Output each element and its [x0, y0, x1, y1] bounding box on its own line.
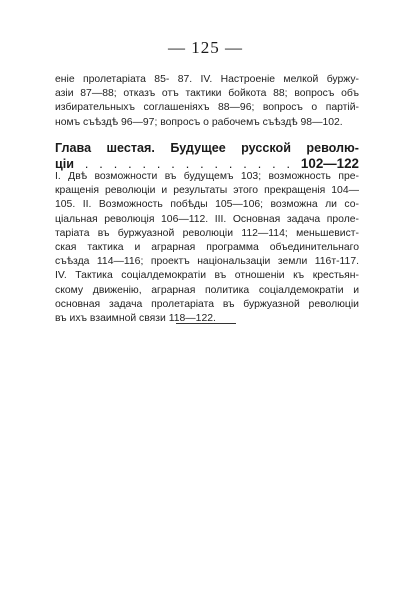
- text-line: 105. II. Возможность побѣды 105—106; возможна ли со-: [55, 199, 359, 211]
- chapter-title-end: ціи: [55, 157, 74, 171]
- page-number: — 125 —: [168, 38, 243, 57]
- text-line: I. Двѣ возможности въ будущемъ 103; возможность пре-: [55, 171, 359, 182]
- text-line: ская тактика и аграрная программа объединительнаго: [55, 242, 359, 254]
- text-line: съѣзда 114—116; проектъ національзаціи земли 116т-117.: [55, 256, 359, 268]
- text-line: таріата въ буржуазной революціи 112—114; меньшевист-: [55, 227, 359, 239]
- text-line: номъ съѣздѣ 96—97; вопросъ о рабочемъ съѣздѣ 98—102.: [55, 116, 343, 128]
- leader-dots: . . . . . . . . . . . . . . .: [84, 157, 291, 171]
- text-line: избирательныхъ соглашеніяхъ 88—96; вопросъ о партій-: [55, 102, 359, 114]
- text-line: основная задача пролетаріата въ буржуазной революціи: [55, 298, 359, 310]
- text-line: скому движенію, аграрная политика соціалдемократіи и: [55, 284, 359, 296]
- chapter-title: Глава шестая. Будущее русской револю-: [55, 141, 359, 155]
- text-line: въ ихъ взаимной связи 118—122.: [55, 313, 216, 325]
- chapter-heading: [55, 140, 359, 172]
- text-line: IV. Тактика соціалдемократіи въ отношеніи къ крестьян-: [55, 270, 359, 282]
- section-divider: [176, 323, 236, 324]
- text-line: еніе пролетаріата 85- 87. IV. Настроеніе мелкой буржу-: [55, 74, 359, 85]
- chapter-summary: [55, 170, 359, 326]
- text-line: ціальная революція 106—112. III. Основная задача проле-: [55, 213, 359, 225]
- text-line: кращенія революціи и результаты этого прекращенія 104—: [55, 185, 359, 197]
- chapter-pages: 102—122: [300, 156, 359, 171]
- intro-paragraph: [55, 73, 359, 130]
- text-line: азіи 87—88; отказъ отъ тактики бойкота 88; вопросъ объ: [55, 88, 359, 100]
